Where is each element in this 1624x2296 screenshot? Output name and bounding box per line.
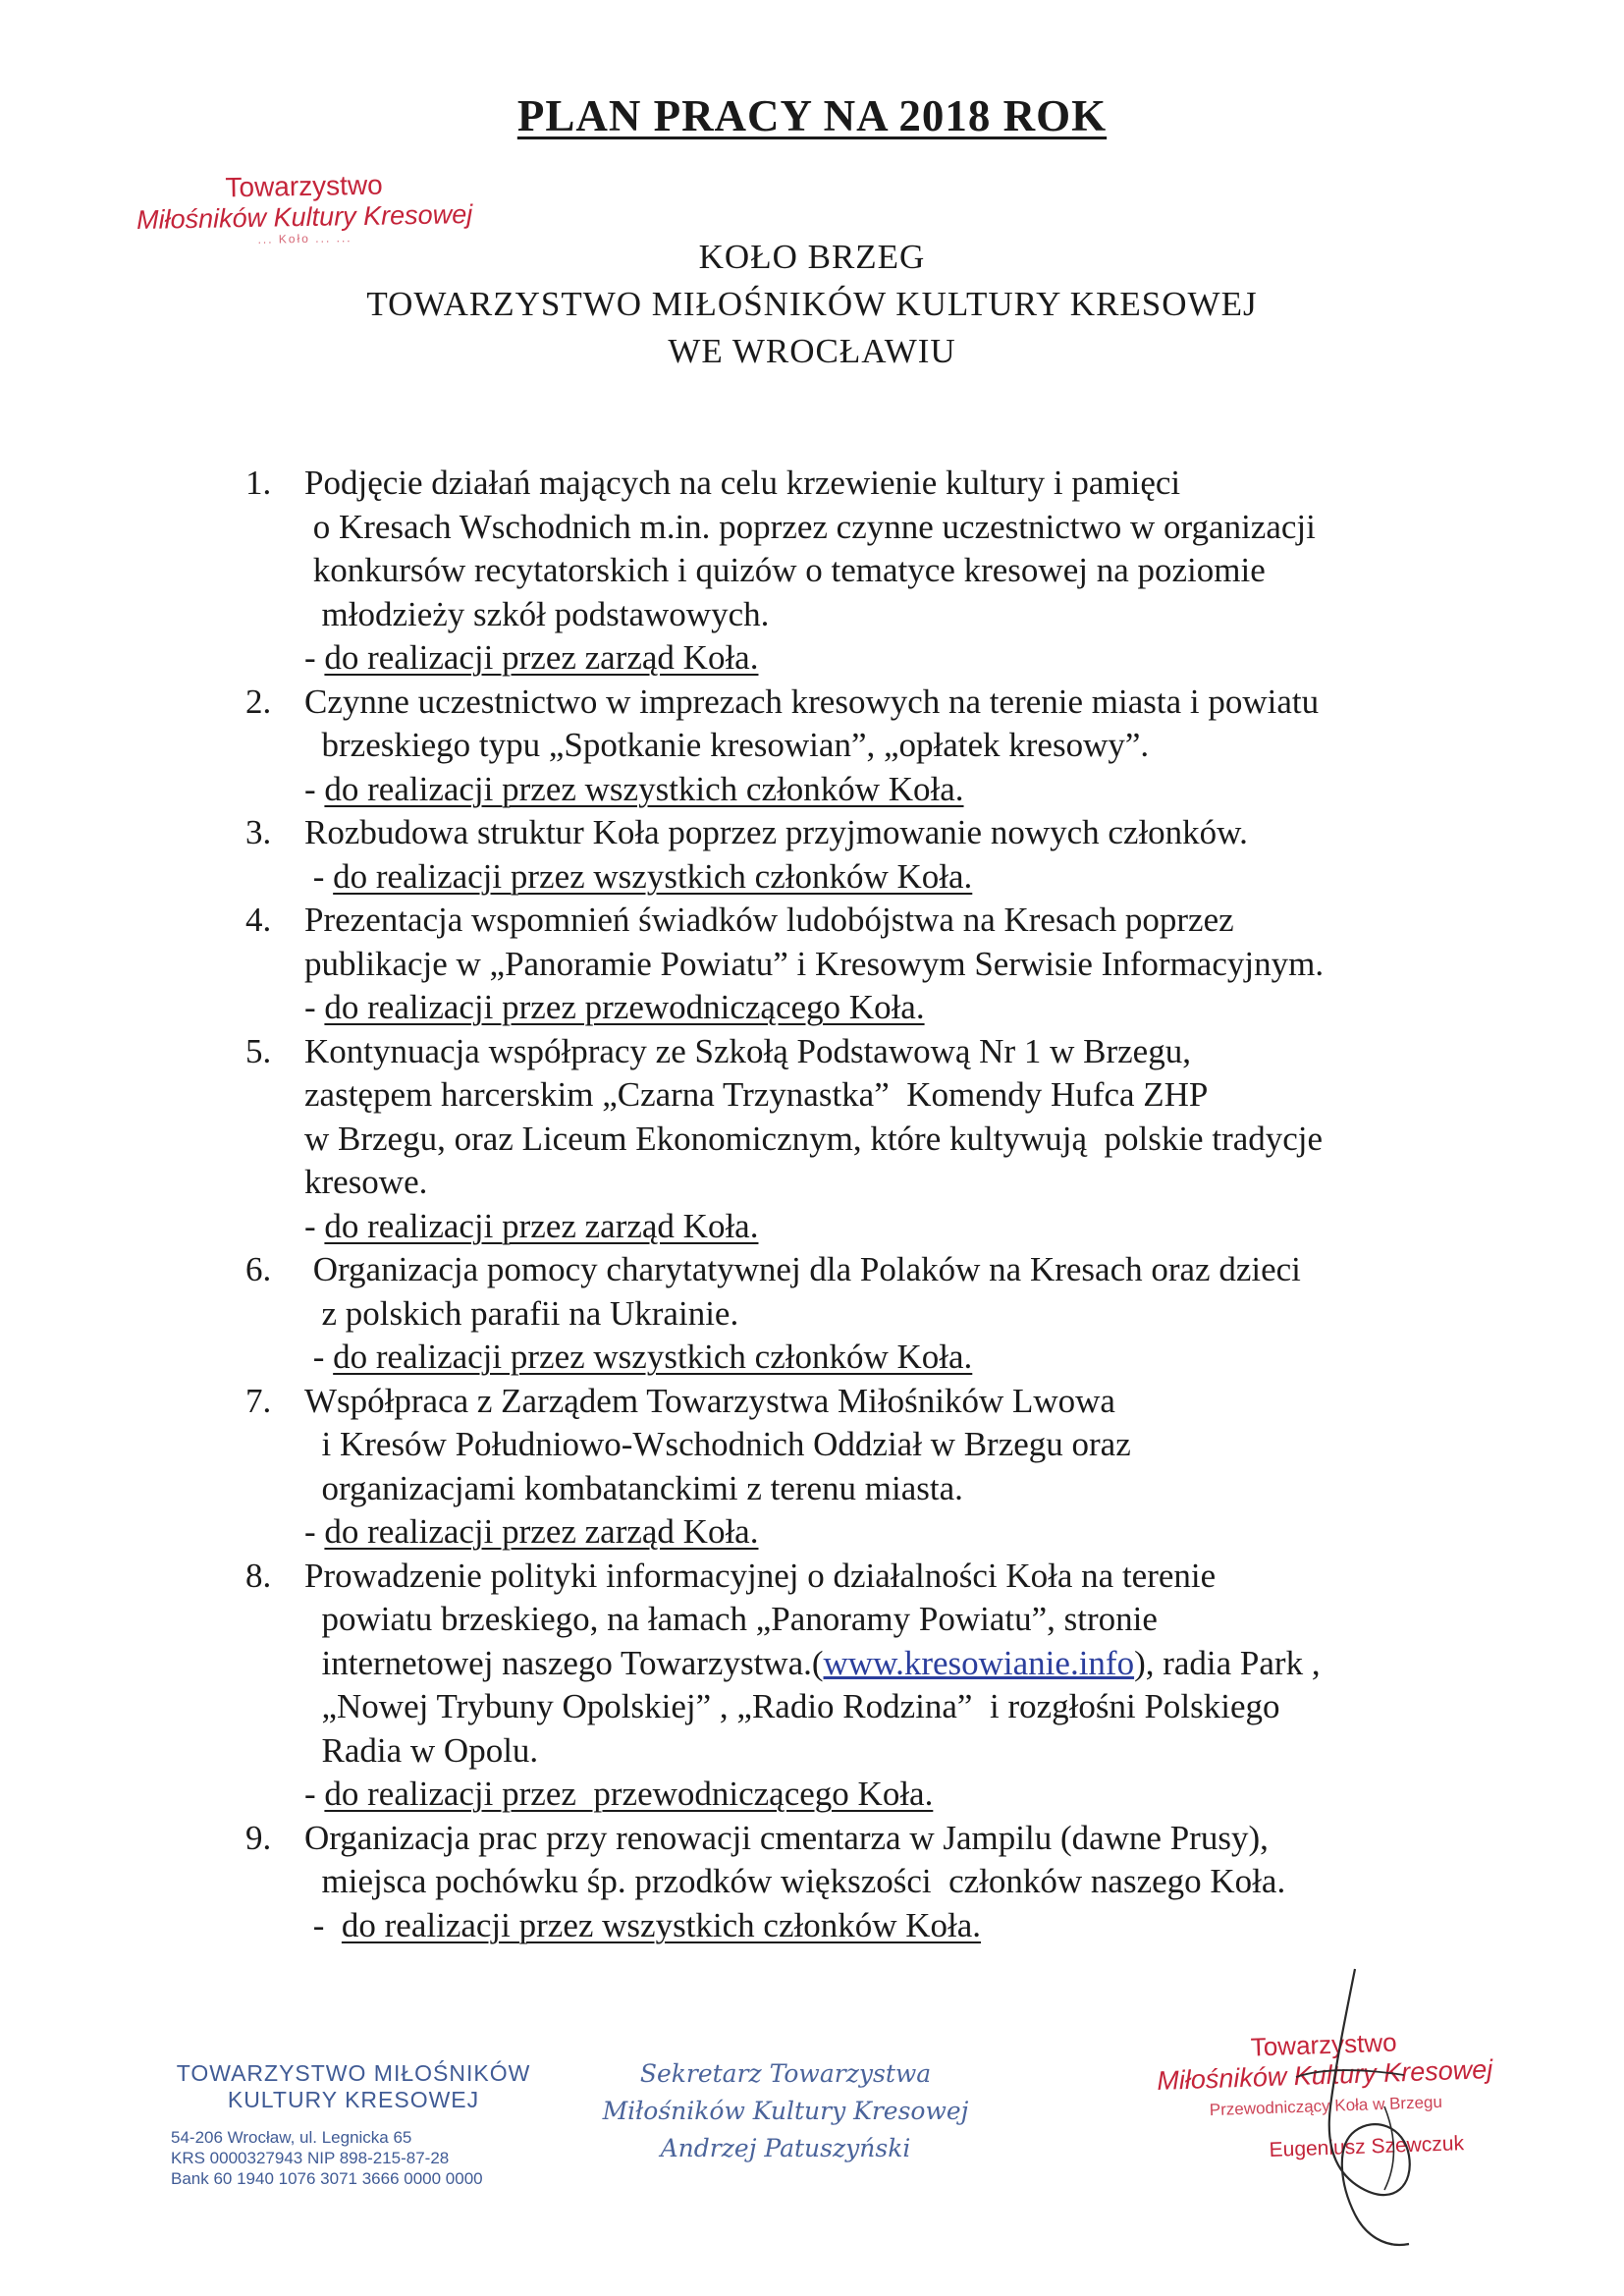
chairman-stamp-line-2: Miłośników Kultury Kresowej [1156,2053,1493,2096]
responsibility-dash: - [304,1905,342,1944]
item-responsibility [304,1336,1483,1380]
item-text: ), radia Park , [1134,1643,1321,1682]
item-number: 7. [245,1381,272,1420]
work-plan-list [245,462,1483,1947]
item-text-line [304,1685,1483,1729]
item-text: brzeskiego typu „Spotkanie kresowian”, „opłatek kresowy”. [304,726,1150,764]
document-title-text: PLAN PRACY NA 2018 ROK [516,91,1108,140]
stamp-top-line-3: ... Koło ... ... [257,231,352,247]
item-text-line [304,1423,1483,1467]
work-plan-item [245,1380,1483,1555]
item-text: internetowej naszego Towarzystwa.( [304,1643,824,1682]
responsibility-dash: - [304,856,334,896]
header-line-2: TOWARZYSTWO MIŁOŚNIKÓW KULTURY KRESOWEJ [366,285,1258,323]
item-text: zastępem harcerskim „Czarna Trzynastka” Komendy Hufca ZHP [304,1075,1209,1114]
item-text: Prowadzenie polityki informacyjnej o działalności Koła na terenie [304,1556,1217,1595]
item-text: Prezentacja wspomnień świadków ludobójstwa na Kresach poprzez [304,901,1234,939]
secretary-stamp-line-1: Sekretarz Towarzystwa [639,2059,932,2088]
item-text: Organizacja prac przy renowacji cmentarza w Jampilu (dawne Prusy), [304,1818,1269,1857]
item-text: „Nowej Trybuny Opolskiej” , „Radio Rodzina” i rozgłośni Polskiego [304,1687,1280,1725]
item-text-line [304,1292,1483,1337]
item-text: w Brzegu, oraz Liceum Ekonomicznym, które kultywują polskie tradycje [304,1119,1324,1158]
item-responsibility [304,1205,1483,1249]
secretary-stamp-line-2: Miłośników Kultury Kresowej [602,2097,969,2125]
item-text-line [304,1073,1483,1118]
responsibility-text: do realizacji przez zarząd Koła. [324,638,759,677]
chairman-stamp-line-1: Towarzystwo [1250,2027,1398,2062]
item-text: Współpraca z Zarządem Towarzystwa Miłośników Lwowa [304,1381,1115,1420]
item-text: z polskich parafii na Ukrainie. [304,1293,739,1333]
address-stamp-line-4: KRS 0000327943 NIP 898-215-87-28 [171,2149,450,2167]
address-stamp-line-1: TOWARZYSTWO MIŁOŚNIKÓW [176,2060,531,2086]
stamp-top-line-1: Towarzystwo [225,169,383,203]
responsibility-text: do realizacji przez wszystkich członków Koła. [333,856,973,896]
item-number: 9. [245,1818,272,1857]
document-title [0,90,1624,141]
item-text-line [304,1467,1483,1511]
website-link[interactable]: www.kresowianie.info [823,1643,1135,1682]
item-text: Rozbudowa struktur Koła poprzez przyjmowanie nowych członków. [304,813,1248,851]
item-number: 6. [245,1250,272,1288]
address-stamp-line-5: Bank 60 1940 1076 3071 3666 0000 0000 [171,2169,483,2188]
item-text: Kontynuacja współpracy ze Szkołą Podstawową Nr 1 w Brzegu, [304,1031,1191,1070]
organization-address-stamp [167,2060,540,2189]
header-line-3: WE WROCŁAWIU [668,332,956,370]
item-text-line [304,943,1483,987]
chairman-stamp-line-4: Eugeniusz Szewczuk [1269,2132,1465,2162]
work-plan-item [245,681,1483,812]
work-plan-item [245,899,1483,1030]
responsibility-dash: - [304,1206,325,1245]
item-text-line [304,811,1483,855]
work-plan-item [245,1030,1483,1249]
responsibility-text: do realizacji przez przewodniczącego Koła. [324,988,925,1026]
item-text: Organizacja pomocy charytatywnej dla Polaków na Kresach oraz dzieci [304,1250,1301,1288]
item-text: Radia w Opolu. [304,1730,539,1770]
address-stamp-line-3: 54-206 Wrocław, ul. Legnicka 65 [171,2128,412,2147]
item-text-line [304,1860,1483,1904]
handwritten-signature [1237,1959,1463,2254]
item-text: o Kresach Wschodnich m.in. poprzez czynne uczestnictwo w organizacji [304,507,1316,546]
item-text-line [304,1642,1483,1686]
work-plan-item [245,1248,1483,1380]
item-responsibility [304,768,1483,812]
item-text-line [304,681,1483,725]
work-plan-item [245,462,1483,681]
item-text-line [304,724,1483,768]
item-text: kresowe. [304,1163,428,1201]
responsibility-dash: - [304,988,325,1026]
item-text: powiatu brzeskiego, na łamach „Panoramy Powiatu”, stronie [304,1600,1158,1638]
item-responsibility [304,636,1483,681]
item-text-line [304,1380,1483,1424]
item-text-line [304,1118,1483,1162]
work-plan-item [245,1555,1483,1817]
item-number: 8. [245,1556,272,1595]
item-text-line [304,899,1483,943]
item-text-line [304,1248,1483,1292]
item-text: Czynne uczestnictwo w imprezach kresowych na terenie miasta i powiatu [304,682,1320,721]
item-text: młodzieży szkół podstawowych. [304,594,770,633]
responsibility-text: do realizacji przez zarząd Koła. [324,1206,759,1245]
item-text-line [304,1598,1483,1642]
item-text-line [304,1555,1483,1599]
header-line-1: KOŁO BRZEG [698,238,926,276]
item-text-line [304,506,1483,550]
item-text: konkursów recytatorskich i quizów o tematyce kresowej na poziomie [304,551,1266,589]
work-plan-item [245,811,1483,899]
responsibility-dash: - [304,769,325,808]
item-responsibility [304,855,1483,900]
item-responsibility [304,1510,1483,1555]
item-text-line [304,1817,1483,1861]
item-text-line [304,1030,1483,1074]
item-text-line [304,1729,1483,1774]
item-text-line [304,462,1483,506]
item-text-line [304,1161,1483,1205]
work-plan-item [245,1817,1483,1948]
responsibility-dash: - [304,1512,325,1551]
stamp-top-line-2: Miłośników Kultury Kresowej [135,199,473,236]
item-responsibility [304,1773,1483,1817]
responsibility-text: do realizacji przez zarząd Koła. [324,1512,759,1551]
chairman-stamp-line-3: Przewodniczący Koła w Brzegu [1209,2092,1443,2120]
item-responsibility [304,1904,1483,1948]
responsibility-dash: - [304,1338,334,1376]
document-header [0,234,1624,375]
item-text: organizacjami kombatanckimi z terenu miasta. [304,1468,963,1507]
item-text: publikacje w „Panoramie Powiatu” i Kresowym Serwisie Informacyjnym. [304,944,1325,983]
responsibility-text: do realizacji przez wszystkich członków Koła. [341,1905,982,1944]
item-text-line [304,593,1483,637]
item-text: Podjęcie działań mających na celu krzewienie kultury i pamięci [304,464,1181,502]
responsibility-text: do realizacji przez wszystkich członków Koła. [324,769,964,808]
responsibility-text: do realizacji przez wszystkich członków Koła. [333,1338,973,1376]
item-number: 2. [245,682,272,721]
responsibility-dash: - [304,638,325,677]
address-stamp-line-2: KULTURY KRESOWEJ [227,2087,480,2112]
item-responsibility [304,986,1483,1030]
secretary-stamp [599,2055,972,2167]
item-number: 3. [245,813,272,851]
secretary-stamp-line-3: Andrzej Patuszyński [660,2134,911,2162]
item-number: 1. [245,464,272,502]
item-text-line [304,549,1483,593]
item-number: 5. [245,1031,272,1070]
responsibility-text: do realizacji przez przewodniczącego Koła. [324,1775,934,1813]
item-number: 4. [245,901,272,939]
item-text: miejsca pochówku śp. przodków większości członków naszego Koła. [304,1862,1286,1900]
item-text: i Kresów Południowo-Wschodnich Oddział w Brzegu oraz [304,1425,1131,1463]
responsibility-dash: - [304,1775,325,1813]
